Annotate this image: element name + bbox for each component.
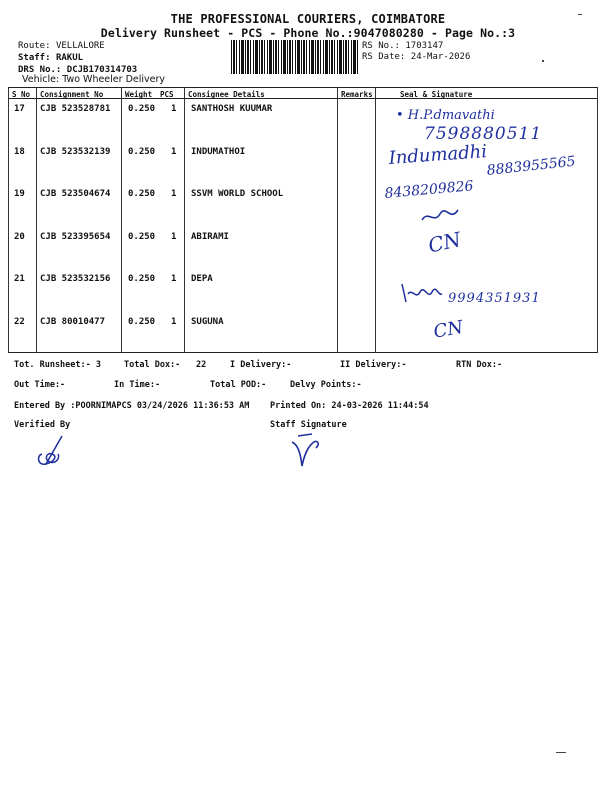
route-value: VELLALORE [55, 41, 105, 51]
cell-consignment: CJB 80010477 [40, 317, 106, 327]
verified-by-label: Verified By [14, 420, 71, 430]
staff-signature-label: Staff Signature [270, 420, 347, 430]
rs-date-line [362, 52, 470, 62]
handwritten-phone: 9994351931 [448, 291, 541, 306]
col-divider [337, 87, 338, 353]
delvy-points: Delvy Points:- [290, 380, 362, 390]
header-consignment: Consignment No [40, 90, 104, 99]
cell-pcs: 1 [171, 104, 177, 114]
total-pod: Total POD:- [210, 380, 267, 390]
vehicle-value: Two Wheeler Delivery [62, 74, 165, 85]
cell-weight: 0.250 [128, 232, 156, 242]
ii-delivery: II Delivery:- [340, 360, 407, 370]
vehicle-label: Vehicle: [22, 74, 60, 85]
table-row [0, 232, 600, 246]
rs-no-value: 1703147 [405, 41, 444, 51]
drs-label: DRS No.: [18, 65, 62, 75]
cell-pcs: 1 [171, 274, 177, 284]
cell-pcs: 1 [171, 232, 177, 242]
cell-weight: 0.250 [128, 317, 156, 327]
col-divider [184, 87, 185, 353]
table-row [0, 274, 600, 288]
cell-sno: 20 [14, 232, 25, 242]
scan-speck [578, 14, 582, 15]
in-time: In Time:- [114, 380, 161, 390]
handwritten-mark: CN [432, 316, 465, 343]
cell-consignee: SANTHOSH KUUMAR [191, 104, 273, 114]
handwritten-receiver-name: Indumadhi [388, 141, 488, 169]
cell-sno: 21 [14, 274, 25, 284]
vehicle-line [22, 74, 165, 85]
cell-weight: 0.250 [128, 147, 156, 157]
rs-date-value: 24-Mar-2026 [410, 52, 471, 62]
table-row [0, 147, 600, 161]
cell-consignment: CJB 523395654 [40, 232, 111, 242]
table-row [0, 317, 600, 331]
rs-no-line [362, 41, 443, 51]
col-divider [375, 87, 376, 353]
col-divider [597, 87, 598, 353]
cell-consignee: DEPA [191, 274, 213, 284]
verified-signature [34, 434, 74, 470]
i-delivery: I Delivery:- [230, 360, 292, 370]
cell-weight: 0.250 [128, 104, 156, 114]
route-line [18, 41, 105, 51]
handwritten-phone: 8883955565 [486, 153, 577, 179]
rs-date-label: RS Date: [362, 52, 406, 62]
drs-value: DCJB170314703 [66, 65, 138, 75]
runsheet-subtitle: Delivery Runsheet - PCS - Phone No.:9047080280 - Page No.:3 [100, 26, 516, 40]
handwritten-phone: 7598880511 [424, 124, 543, 144]
out-time: Out Time:- [14, 380, 66, 390]
table-top-border [8, 87, 598, 88]
rtn-dox: RTN Dox:- [456, 360, 503, 370]
tot-runsheet: Tot. Runsheet:- 3 [14, 360, 101, 370]
header-sno: S No [12, 90, 31, 99]
staff-label: Staff: [18, 53, 51, 63]
col-divider [8, 87, 9, 353]
cell-pcs: 1 [171, 317, 177, 327]
cell-sno: 17 [14, 104, 25, 114]
total-dox-value: 22 [196, 360, 207, 370]
handwritten-phone: 8438209826 [384, 178, 475, 202]
cell-consignee: SUGUNA [191, 317, 224, 327]
cell-consignment: CJB 523528781 [40, 104, 111, 114]
cell-sno: 22 [14, 317, 25, 327]
cell-pcs: 1 [171, 147, 177, 157]
cell-weight: 0.250 [128, 189, 156, 199]
cell-consignment: CJB 523504674 [40, 189, 111, 199]
header-remarks: Remarks [341, 90, 373, 99]
table-row [0, 104, 600, 118]
staff-signature [288, 430, 324, 470]
handwritten-mark: CN [426, 227, 464, 258]
entered-by: Entered By :POORNIMAPCS 03/24/2026 11:36:53 AM [14, 401, 250, 411]
cell-pcs: 1 [171, 189, 177, 199]
table-row [0, 189, 600, 203]
printed-on: Printed On: 24-03-2026 11:44:54 [270, 401, 429, 411]
signature-scribble [398, 280, 444, 304]
cell-sno: 18 [14, 147, 25, 157]
cell-weight: 0.250 [128, 274, 156, 284]
scan-speck [542, 60, 544, 62]
cell-consignee: ABIRAMI [191, 232, 229, 242]
header-weight: Weight [125, 90, 153, 99]
signature-scribble [420, 206, 460, 226]
cell-consignment: CJB 523532156 [40, 274, 111, 284]
cell-sno: 19 [14, 189, 25, 199]
route-label: Route: [18, 41, 51, 51]
drs-barcode [231, 40, 359, 74]
company-title: THE PROFESSIONAL COURIERS, COIMBATORE [170, 12, 446, 26]
col-divider [36, 87, 37, 353]
cell-consignee: SSVM WORLD SCHOOL [191, 189, 284, 199]
total-dox-label: Total Dox:- [124, 360, 181, 370]
col-divider [121, 87, 122, 353]
handwritten-receiver-name: • H.P.dmavathi [396, 108, 495, 123]
cell-consignment: CJB 523532139 [40, 147, 111, 157]
table-bottom-border [8, 352, 598, 353]
header-pcs: PCS [160, 90, 174, 99]
cell-consignee: INDUMATHOI [191, 147, 246, 157]
staff-line [18, 53, 83, 63]
header-seal-signature: Seal & Signature [400, 90, 473, 99]
scan-speck [556, 752, 566, 753]
staff-value: RAKUL [55, 53, 84, 63]
rs-no-label: RS No.: [362, 41, 400, 51]
header-consignee: Consignee Details [188, 90, 265, 99]
